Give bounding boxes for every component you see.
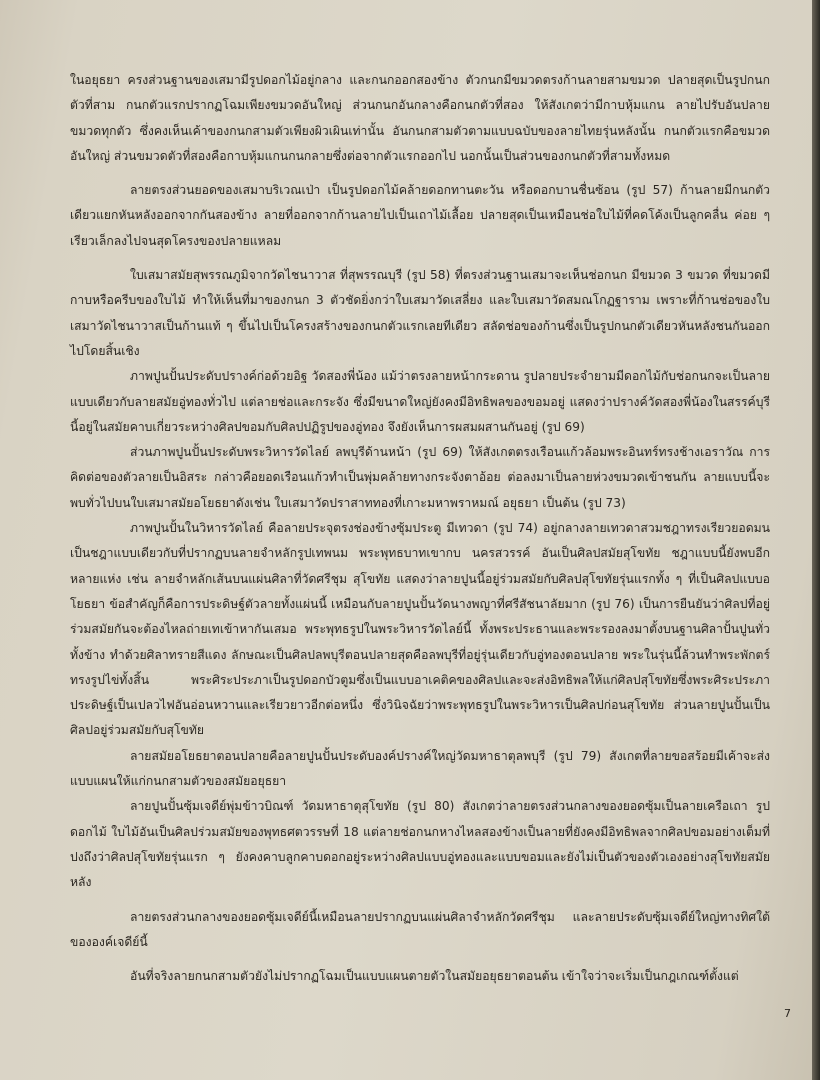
paragraph-5: ส่วนภาพปูนปั้นประดับพระวิหารวัดไลย์ ลพบุรีด้านหน้า (รูป 69) ให้สังเกตตรงเรือนแก้วล้อมพระอินทร์ทรงช้างเอราวัณ การคิดต่อของตัวลายเป็นอิสระ กล่าวคือยอดเรือนแก้วทำเป็นพุ่มคล้ายทางกระจังตาอ้อย ต่อลงมาเป็นลายห่วงขมวดเข้าชนกัน ลายแบบนี้จะพบทั่วไปบนใบเสมาสมัยอโยธยาดังเช่น ใบเสมาวัดปราสาททองที่เกาะมหาพราหมณ์ อยุธยา เป็นต้น (รูป 73) (70, 445, 770, 510)
paragraph-1: ในอยุธยา ครงส่วนฐานของเสมามีรูปดอกไม้อยู่กลาง และกนกออกสองข้าง ตัวกนกมีขมวดตรงก้านลายสามขมวด ปลายสุดเป็นรูปกนกตัวที่สาม กนกตัวแรกปรากฏโฉมเพียงขมวดอันใหญ่ ส่วนกนกอันกลางคือกนกตัวที่สอง ให้สังเกตว่ามีกาบหุ้มแกน ลายไปรับอันปลายขมวดทุกตัว ซึ่งคงเห็นเค้าของกนกสามตัวเพียงผิวเผินเท่านั้น อันกนกสามตัวตามแบบฉบับของลายไทยรุ่นหลังนั้น กนกตัวแรกคือขมวดอันใหญ่ ส่วนขมวดตัวที่สองคือกาบหุ้มแกนกนกลายซึ่งต่อจากตัวแรกออกไป นอกนั้นเป็นส่วนของกนกตัวที่สามทั้งหมด (70, 73, 770, 163)
paragraph-6: ภาพปูนปั้นในวิหารวัดไลย์ คือลายประจุตรงช่องข้างซุ้มประตู มีเทวดา (รูป 74) อยู่กลางลายเทวดาสวมชฎาทรงเรียวยอดมน เป็นชฎาแบบเดียวกับที่ปรากฏบนลายจำหลักรูปเทพนม พระพุทธบาทเขากบ นครสวรรค์ อันเป็นศิลปสมัยสุโขทัย ชฎาแบบนี้ยังพบอีกหลายแห่ง เช่น ลายจำหลักเส้นบนแผ่นศิลาที่วัดศรีชุม สุโขทัย แสดงว่าลายปูนนี้อยู่ร่วมสมัยกับศิลปสุโขทัยรุ่นแรกทั้ง ๆ ที่เป็นศิลปแบบอโยธยา ข้อสำคัญก็คือการประดิษฐ์ตัวลายทั้งแผ่นนี้ เหมือนกับลายปูนปั้นวัดนางพญาที่ศรีสัชนาลัยมาก (รูป 76) เป็นการยืนยันว่าศิลปที่อยู่ร่วมสมัยกันจะต้องไหลถ่ายเทเข้าหากันเสมอ พระพุทธรูปในพระวิหารวัดไลย์นี้ ทั้งพระประธานและพระรองลงมาตั้งบนฐานศิลาปั้นปูนทั่วทั้งข้าง ทำด้วยศิลาทรายสีแดง ลักษณะเป็นศิลปลพบุรีตอนปลายสุดคือลพบุรีที่อยู่รุ่นเดียวกับอู่ทองตอนปลาย พระในรุ่นนี้ล้วนทำพระพักตร์ทรงรูปไข่ทั้งสิ้น พระศิระประภาเป็นรูปดอกบัวตูมซึ่งเป็นแบบอาเคติคของศิลปและจะส่งอิทธิพลให้แก่ศิลปสุโขทัยซึ่งพระศิระประภาประดิษฐ์เป็นเปลวไฟอันอ่อนหวานและเรียวยาวอีกต่อหนึ่ง ซึ่งวินิจฉัยว่าพระพุทธรูปในพระวิหารเป็นศิลปก่อนสุโขทัย ส่วนลายปูนปั้นเป็นศิลปอยู่ร่วมสมัยกับสุโขทัย (70, 521, 770, 738)
paragraph-3: ใบเสมาสมัยสุพรรณภูมิจากวัดไชนาวาส ที่สุพรรณบุรี (รูป 58) ที่ตรงส่วนฐานเสมาจะเห็นช่อกนก มีขมวด 3 ขมวด ที่ขมวดมีกาบหรือครีบของใบไม้ ทำให้เห็นที่มาของกนก 3 ตัวชัดยิ่งกว่าใบเสมาวัดเสลี่ยง และใบเสมาวัดสมณโกฏฐาราม เพราะที่ก้านช่อของใบเสมาวัดไชนาวาสเป็นก้านแท้ ๆ ขึ้นไปเป็นโครงสร้างของกนกตัวแรกเลยทีเดียว สลัดช่อของก้านซึ่งเป็นรูปกนกตัวเดียวหันหลังชนกันออกไปโดยสิ้นเชิง (70, 268, 770, 358)
paragraph-10: อันที่จริงลายกนกสามตัวยังไม่ปรากฏโฉมเป็นแบบแผนตายตัวในสมัยอยุธยาตอนต้น เข้าใจว่าจะเริ่มเป็นกฎเกณฑ์ตั้งแต่ (130, 969, 739, 984)
paragraph-9: ลายตรงส่วนกลางของยอดซุ้มเจดีย์นี้เหมือนลายปรากฏบนแผ่นศิลาจำหลักวัดศรีชุม และลายประดับซุ้มเจดีย์ใหญ่ทางทิศใต้ขององค์เจดีย์นี้ (70, 909, 770, 949)
paragraph-7: ลายสมัยอโยธยาตอนปลายคือลายปูนปั้นประดับองค์ปรางค์ใหญ่วัดมหาธาตุลพบุรี (รูป 79) สังเกตที่ลายขอสร้อยมีเค้าจะส่งแบบแผนให้แก่กนกสามตัวของสมัยอยุธยา (70, 748, 770, 789)
body-text (70, 68, 770, 989)
book-spine-edge (812, 0, 820, 1080)
paragraph-8: ลายปูนปั้นซุ้มเจดีย์พุ่มข้าวบิณฑ์ วัดมหาธาตุสุโขทัย (รูป 80) สังเกตว่าลายตรงส่วนกลางของยอดซุ้มเป็นลายเครือเถา รูปดอกไม้ ใบไม้อันเป็นศิลปร่วมสมัยของพุทธศตวรรษที่ 18 แต่ลายช่อกนกหางไหลสองข้างเป็นลายที่ยังคงมีอิทธิพลจากศิลปขอมอย่างเต็มที่ ปงถึงว่าศิลปสุโขทัยรุ่นแรก ๆ ยังคงคาบลูกคาบดอกอยู่ระหว่างศิลปแบบอู่ทองและแบบขอมและยังไม่เป็นตัวของตัวเองอย่างสุโขทัยสมัยหลัง (70, 799, 770, 890)
paragraph-4: ภาพปูนปั้นประดับปรางค์ก่อด้วยอิฐ วัดสองพี่น้อง แม้ว่าตรงลายหน้ากระดาน รูปลายประจำยามมีดอกไม้กับช่อกนกจะเป็นลายแบบเดียวกับลายสมัยอู่ทองทั่วไป แต่ลายช่อและกระจัง ซึ่งมีขนาดใหญ่ยังคงมีอิทธิพลของขอมอยู่ แสดงว่าปรางค์วัดสองพี่น้องในสรรค์บุรีนี้อยู่ในสมัยคาบเกี่ยวระหว่างศิลปขอมกับศิลปปฏิรูปของอู่ทอง จึงยังเห็นการผสมผสานกันอยู่ (รูป 69) (70, 369, 770, 434)
paragraph-2: ลายตรงส่วนยอดของเสมาบริเวณเป่า เป็นรูปดอกไม้คล้ายดอกทานตะวัน หรือดอกบานชื่นซ้อน (รูป 57) ก้านลายมีกนกตัวเดียวแยกหันหลังออกจากกันสองข้าง ลายที่ออกจากก้านลายไปเป็นเถาไม้เลื้อย ปลายสุดเป็นเหมือนช่อใบไม้ที่คดโค้งเป็นลูกคลื่น ค่อย ๆ เรียวเล็กลงไปจนสุดโครงของปลายแหลม (70, 183, 770, 248)
page-number: 7 (784, 1007, 791, 1020)
